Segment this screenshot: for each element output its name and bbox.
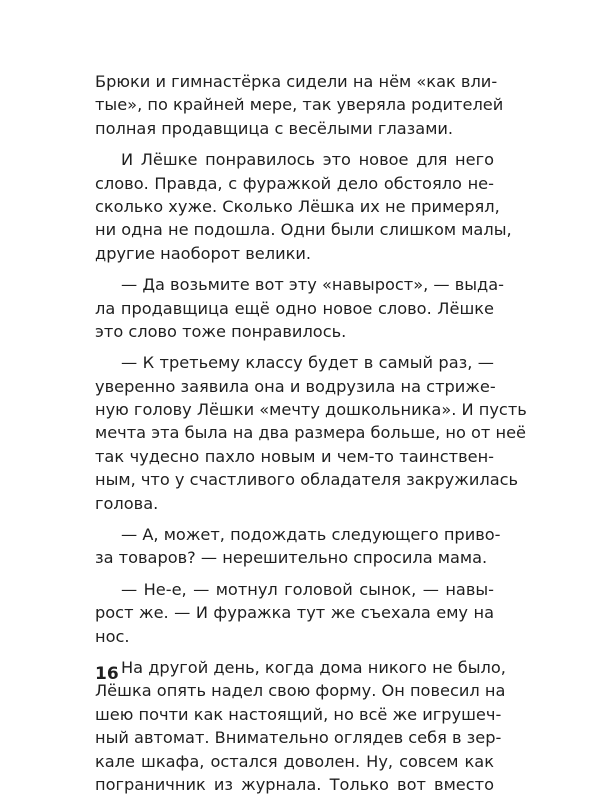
text-line: за товаров? — нерешительно спросила мама. <box>95 548 488 568</box>
text-line: пограничник из журнала. Только вот вместо <box>95 774 494 794</box>
text-line: мечта эта была на два размера больше, но от неё <box>95 423 526 443</box>
text-line: ный автомат. Внимательно оглядев себя в зер- <box>95 728 502 748</box>
text-line: Лёшка опять надел свою форму. Он повесил на <box>95 681 506 701</box>
text-line: На другой день, когда дома никого не было, <box>121 657 506 677</box>
text-line: кале шкафа, остался доволен. Ну, совсем как <box>95 751 494 771</box>
text-line: Брюки и гимнастёрка сидели на нём «как вли- <box>95 72 498 91</box>
text-line: уверенно заявила она и водрузила на стриже- <box>95 376 496 396</box>
text-line: — Да возьмите вот эту «навырост», — выда- <box>121 275 504 295</box>
text-line: сколько хуже. Сколько Лёшка их не примерял, <box>95 196 500 216</box>
text-line: нос. <box>95 626 130 646</box>
text-line: голова. <box>95 493 159 513</box>
text-line: ла продавщица ещё одно новое слово. Лёшке <box>95 298 494 318</box>
text-line: ную голову Лёшки «мечту дошкольника». И пусть <box>95 400 527 420</box>
text-line: рост же. — И фуражка тут же съехала ему на <box>95 603 494 623</box>
text-line: другие наоборот велики. <box>95 243 312 263</box>
text-line: — Не-е, — мотнул головой сынок, — навы- <box>121 579 494 599</box>
text-line: — К третьему классу будет в самый раз, — <box>121 353 494 373</box>
text-line: это слово тоже понравилось. <box>95 321 347 341</box>
text-line: так чудесно пахло новым и чем-то таинствен- <box>95 446 494 466</box>
text-line: полная продавщица с весёлыми глазами. <box>95 118 454 138</box>
text-line: тые», по крайней мере, так уверяла родителей <box>95 95 504 115</box>
page-number: 16 <box>95 664 119 684</box>
text-line: — А, может, подождать следующего приво- <box>121 525 501 545</box>
body-text <box>95 70 527 796</box>
text-line: шею почти как настоящий, но всё же игрушеч- <box>95 704 502 724</box>
text-line: слово. Правда, с фуражкой дело обстояло не- <box>95 173 494 193</box>
text-line: ни одна не подошла. Одни были слишком малы, <box>95 220 512 240</box>
text-line: И Лёшке понравилось это новое для него <box>121 150 494 170</box>
text-line: ным, что у счастливого обладателя закружилась <box>95 470 519 490</box>
